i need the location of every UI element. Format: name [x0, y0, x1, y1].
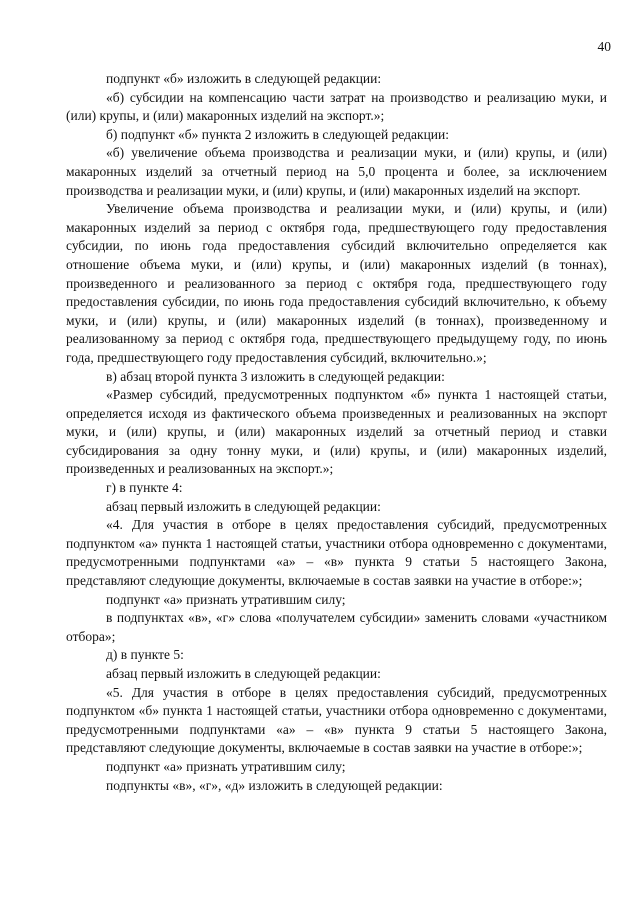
paragraph: подпункты «в», «г», «д» изложить в следующей редакции: [106, 777, 443, 793]
paragraph: абзац первый изложить в следующей редакции: [106, 498, 381, 514]
paragraph: в) абзац второй пункта 3 изложить в следующей редакции: [106, 368, 445, 384]
paragraph: абзац первый изложить в следующей редакции: [106, 666, 381, 681]
paragraph: «5. Для участия в отборе в целях предоставления субсидий, предусмотренных подпунктом «б» пункта 1 настоящей статьи, участники отбора одновременно с документами, предусмотренными подпунктами «а» – «в» пункта 9 статьи 5 настоящего Закона, представляют следующие документы, включаемые в состав заявки на участие в отборе:»; [66, 684, 607, 756]
document-body [66, 70, 607, 795]
paragraph: «Размер субсидий, предусмотренных подпунктом «б» пункта 1 настоящей статьи, определяется исходя из фактического объема произведенных и реализованных на экспорт муки, и (или) крупы, и (или) макаронных изделий за отчетный период и ставки субсидирования за одну тонну муки, и (или) крупы, и (или) макаронных изделий, произведенных и реализованных на экспорт.»; [66, 387, 607, 477]
paragraph: «4. Для участия в отборе в целях предоставления субсидий, предусмотренных подпунктом «а» пункта 1 настоящей статьи, участники отбора одновременно с документами, предусмотренными подпунктами «а» – «в» пункта 9 статьи 5 настоящего Закона, представляют следующие документы, включаемые в состав заявки на участие в отборе:»; [66, 517, 607, 589]
paragraph: в подпунктах «в», «г» слова «получателем субсидии» заменить словами «участником отбора»; [66, 610, 607, 644]
paragraph: г) в пункте 4: [106, 480, 183, 496]
paragraph: «б) субсидии на компенсацию части затрат на производство и реализацию муки, и (или) крупы, и (или) макаронных изделий на экспорт.»; [66, 89, 607, 124]
paragraph: «б) увеличение объема производства и реализации муки, и (или) крупы, и (или) макаронных изделий за отчетный период на 5,0 процента и более, за исключением производства и реализации муки, и (или) крупы, и (или) макаронных изделий на экспорт. [66, 145, 607, 198]
paragraph: подпункт «а» признать утратившим силу; [106, 591, 346, 607]
paragraph: д) в пункте 5: [106, 647, 184, 663]
paragraph: подпункт «б» изложить в следующей редакции: [106, 71, 382, 86]
page-number: 40 [597, 39, 611, 54]
paragraph: подпункт «а» признать утратившим силу; [106, 758, 346, 774]
paragraph: Увеличение объема производства и реализации муки, и (или) крупы, и (или) макаронных изделий за период с октября года, предшествующего году предоставления субсидии, по июнь года предоставления субсидий включительно определяется как отношение объема муки, и (или) крупы, и (или) макаронных изделий (в тоннах), произведенного и реализованного за период с октября года, предшествующего году предоставления субсидии, по июнь года предоставления субсидий включительно, к объему муки, и (или) крупы, и (или) макаронных изделий (в тоннах), произведенному и реализованному за период с октября года, предшествующего предыдущему году, по июнь года, предшествующего году предоставления субсидий, включительно.»; [66, 201, 607, 365]
paragraph: б) подпункт «б» пункта 2 изложить в следующей редакции: [106, 126, 450, 142]
